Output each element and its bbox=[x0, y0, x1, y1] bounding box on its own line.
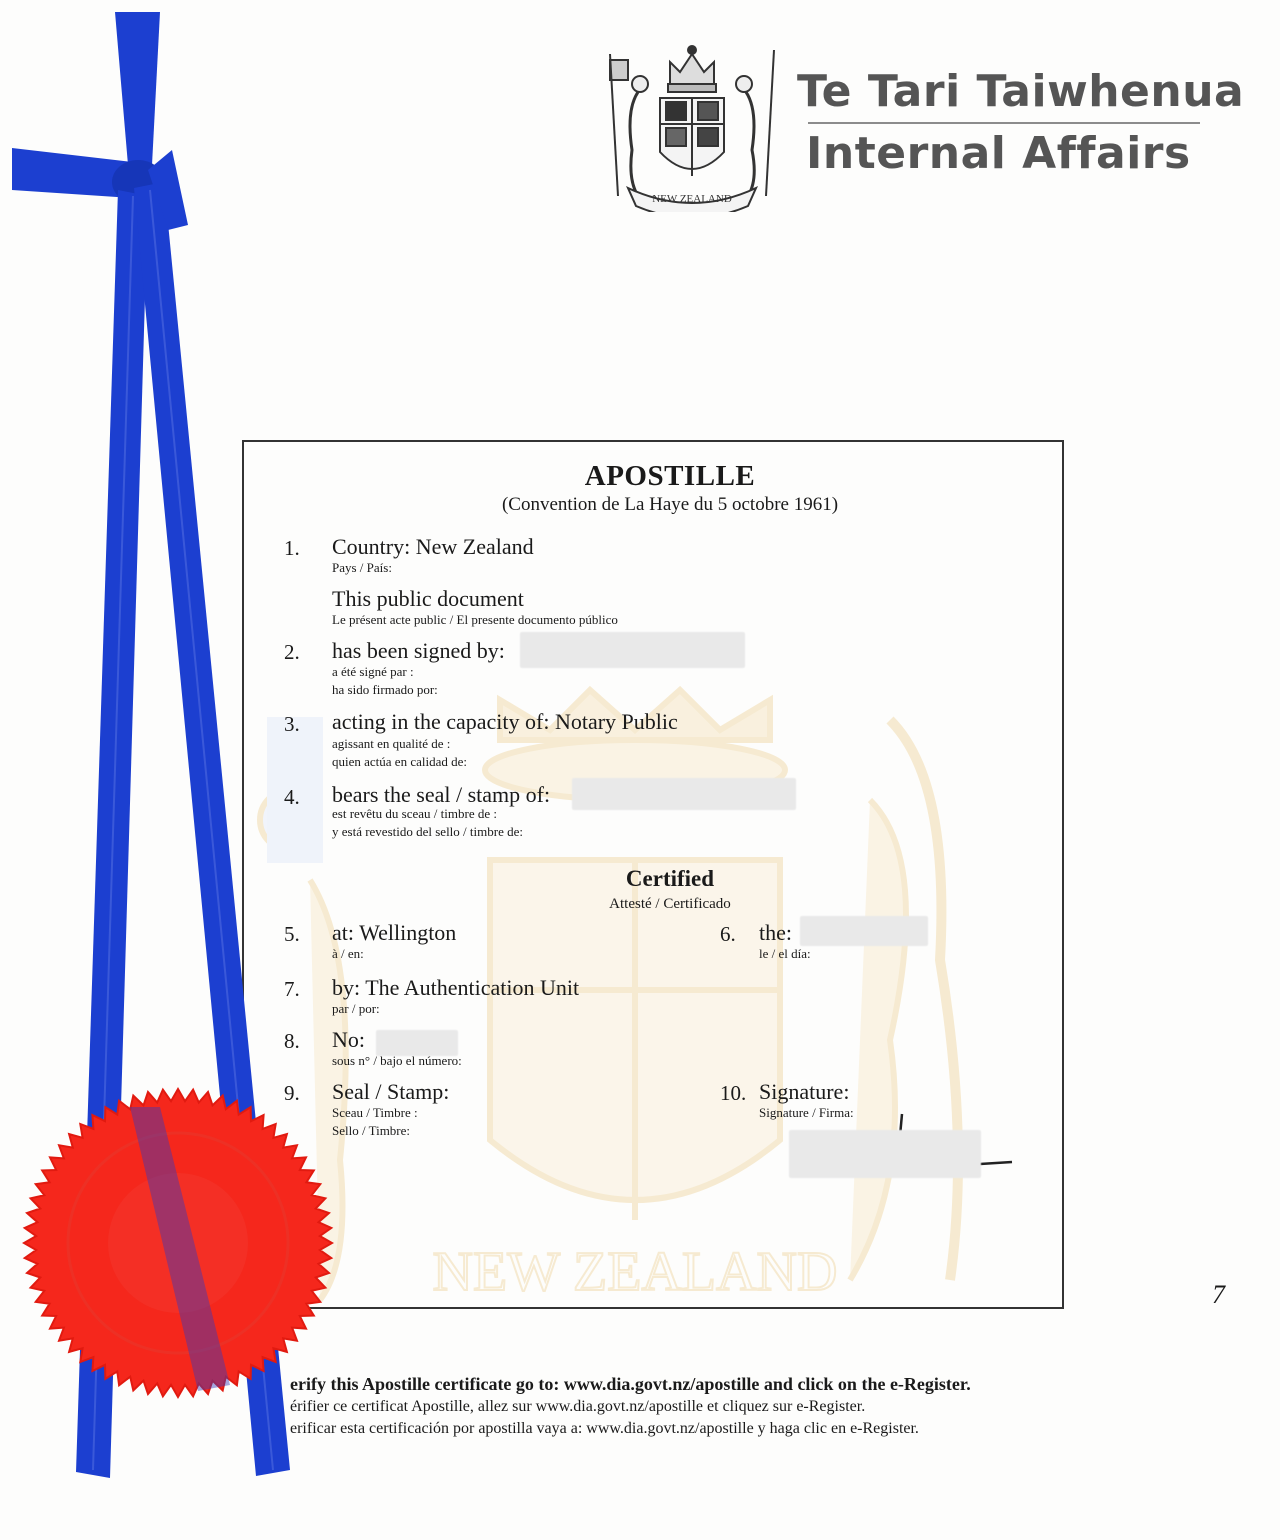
redacted-signature bbox=[789, 1130, 981, 1178]
org-name-english: Internal Affairs bbox=[806, 128, 1191, 179]
certified-heading: Certified bbox=[625, 866, 715, 891]
certificate-subtitle: (Convention de La Haye du 5 octobre 1961) bbox=[501, 494, 839, 515]
red-wax-seal bbox=[20, 1085, 336, 1401]
certificate-title: APOSTILLE bbox=[584, 460, 756, 492]
crest-ribbon-text: NEW ZEALAND bbox=[652, 193, 732, 205]
footer-verify-en: erify this Apostille certificate go to: www.dia.govt.nz/apostille and click on the e-Register. bbox=[290, 1374, 971, 1394]
item-seal-of-sub2: y está revestido del sello / timbre de: bbox=[332, 824, 523, 839]
item-at-label: at: Wellington bbox=[332, 920, 457, 945]
footer-verify-es: erificar esta certificación por apostilla vaya a: www.dia.govt.nz/apostille y haga clic en e-Register. bbox=[290, 1420, 919, 1437]
item-2-number: 2. bbox=[284, 640, 300, 664]
org-name-maori: Te Tari Taiwhenua bbox=[797, 66, 1245, 117]
item-no-label: No: bbox=[332, 1027, 365, 1052]
item-the-sub: le / el día: bbox=[759, 946, 811, 961]
item-7-number: 7. bbox=[284, 977, 300, 1001]
certified-sub: Attesté / Certificado bbox=[609, 896, 731, 912]
item-at-sub: à / en: bbox=[332, 946, 364, 961]
footer-verify-fr: érifier ce certificat Apostille, allez sur www.dia.govt.nz/apostille et cliquez sur e-Register. bbox=[290, 1398, 866, 1415]
item-capacity-sub1: agissant en qualité de : bbox=[332, 736, 451, 751]
item-stamp-sub2: Sello / Timbre: bbox=[332, 1123, 411, 1138]
coat-of-arms-icon bbox=[598, 40, 786, 212]
item-1-number: 1. bbox=[284, 536, 300, 560]
margin-handwritten-mark: 7 bbox=[1212, 1280, 1225, 1309]
item-signed-by-label: has been signed by: bbox=[332, 638, 505, 663]
item-8-number: 8. bbox=[284, 1029, 300, 1053]
item-signed-by-sub2: ha sido firmado por: bbox=[332, 682, 438, 697]
item-country-sub: Pays / País: bbox=[332, 560, 392, 575]
item-stamp-sub1: Sceau / Timbre : bbox=[332, 1105, 418, 1120]
header-divider bbox=[808, 122, 1200, 124]
public-document-label: This public document bbox=[332, 586, 524, 611]
redacted-date bbox=[800, 916, 928, 946]
item-stamp-label: Seal / Stamp: bbox=[332, 1079, 450, 1104]
item-country-label: Country: New Zealand bbox=[332, 534, 534, 559]
item-3-number: 3. bbox=[284, 712, 300, 736]
item-signature-sub: Signature / Firma: bbox=[759, 1105, 854, 1120]
item-signature-label: Signature: bbox=[759, 1079, 850, 1104]
item-capacity-sub2: quien actúa en calidad de: bbox=[332, 754, 467, 769]
item-9-number: 9. bbox=[284, 1081, 300, 1105]
item-signed-by-sub1: a été signé par : bbox=[332, 664, 414, 679]
item-seal-of-label: bears the seal / stamp of: bbox=[332, 782, 551, 807]
item-no-sub: sous n° / bajo el número: bbox=[332, 1053, 462, 1068]
item-seal-of-sub1: est revêtu du sceau / timbre de : bbox=[332, 806, 497, 821]
item-10-number: 10. bbox=[720, 1081, 747, 1105]
public-document-sub: Le présent acte public / El presente documento público bbox=[332, 612, 618, 627]
item-capacity-label: acting in the capacity of: Notary Public bbox=[332, 709, 678, 734]
item-6-number: 6. bbox=[720, 922, 736, 946]
watermark-ribbon-text: NEW ZEALAND bbox=[432, 1241, 838, 1303]
item-4-number: 4. bbox=[284, 785, 300, 809]
redacted-signer bbox=[520, 632, 745, 668]
item-the-label: the: bbox=[759, 920, 792, 945]
redacted-seal-holder bbox=[572, 778, 796, 810]
item-by-label: by: The Authentication Unit bbox=[332, 975, 580, 1000]
item-5-number: 5. bbox=[284, 922, 300, 946]
item-by-sub: par / por: bbox=[332, 1001, 380, 1016]
